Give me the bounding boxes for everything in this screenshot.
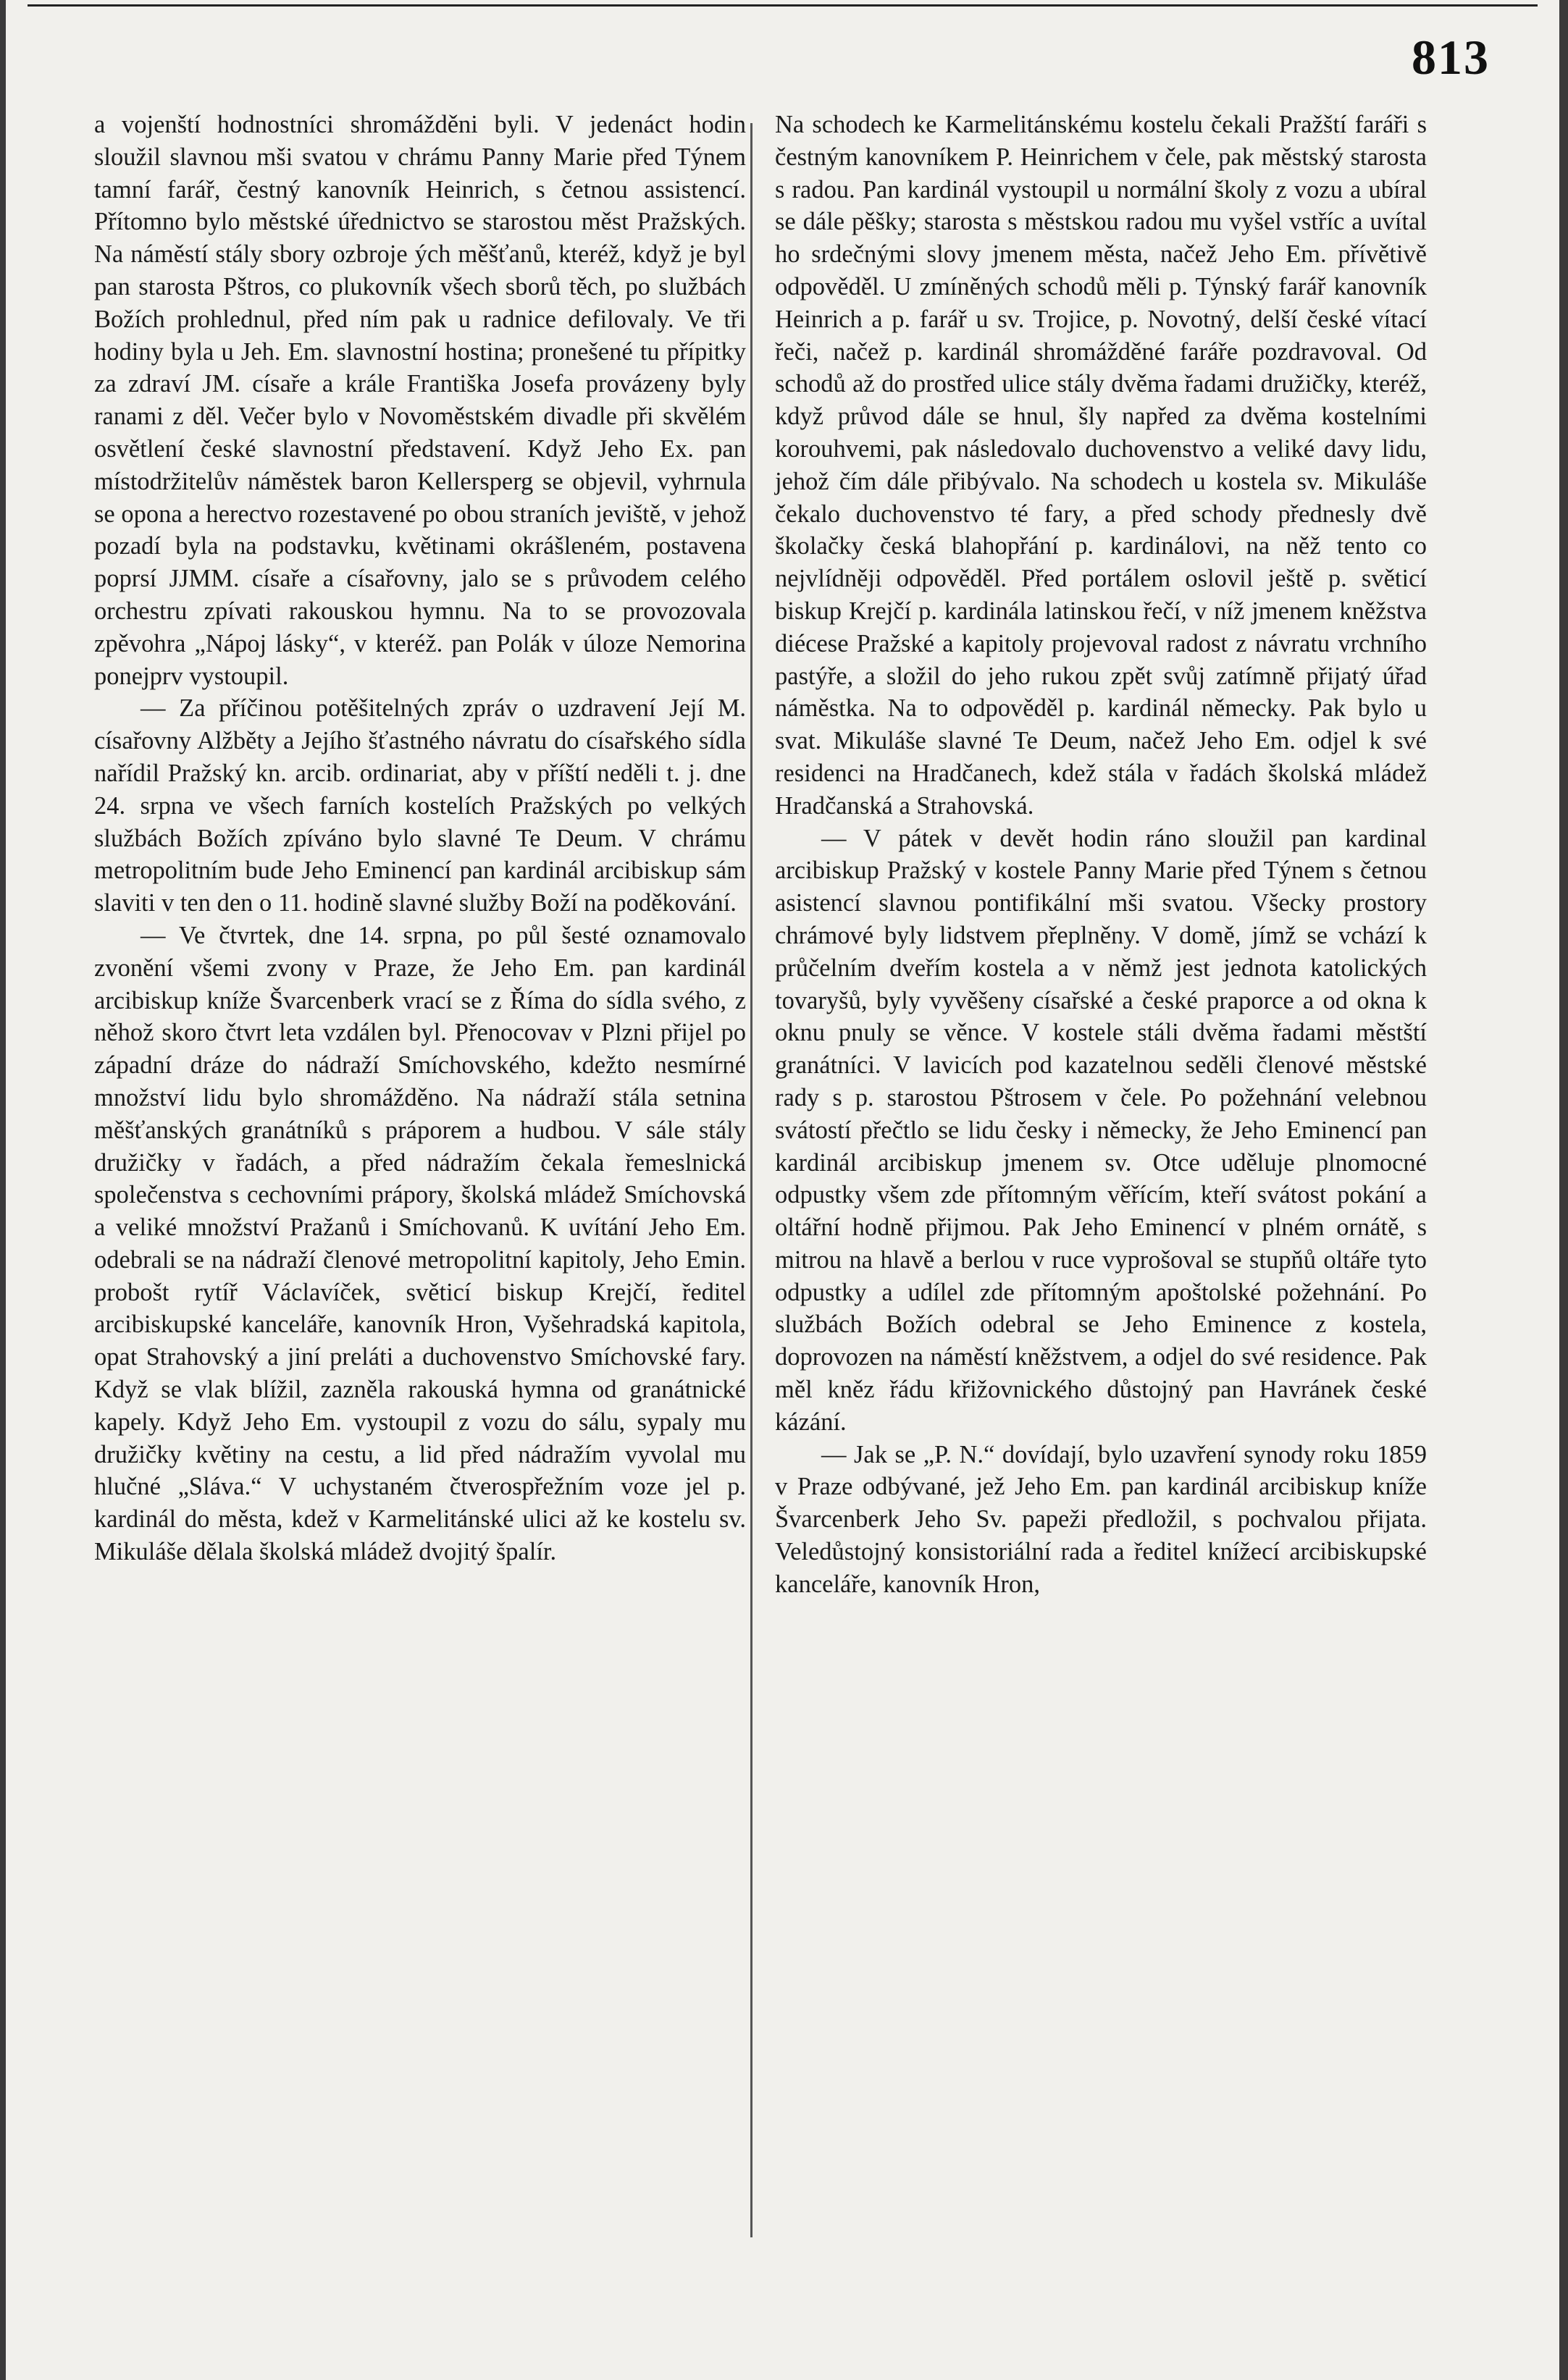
page-number: 813 [1412, 30, 1490, 85]
column-divider [750, 123, 752, 2237]
right-paragraph-2: — V pátek v devět hodin ráno sloužil pan kardinal arcibiskup Pražský v kostele Panny Marie před Týnem s četnou asistencí slavnou pontifikální mši svatou. Všecky prostory chrámové byly lidstvem přeplněny. V domě, jímž se vchází k průčelním dveřím kostela a v němž jest jednota katolických tovaryšů, byly vyvěšeny císařské a české praporce a od okna k oknu pnuly se věnce. V kostele stáli dvěma řadami městští granátníci. V lavicích pod kazatelnou seděli členové městské rady s p. starostou Pštrosem v čele. Po požehnání velebnou svátostí přečtlo se lidu česky i německy, že Jeho Eminencí pan kardinál arcibiskup jmenem sv. Otce uděluje plnomocné odpustky všem zde přítomným věřícím, kteří svátost pokání a oltářní hodně přijmou. Pak Jeho Eminencí v plném ornátě, s mitrou na hlavě a berlou v ruce vyprošoval se stupňů oltáře tyto odpustky a udílel zde přítomným apoštolské požehnání. Po službách Božích odebral se Jeho Eminence z kostela, doprovozen na náměstí kněžstvem, a odjel do své residence. Pak měl kněz řádu křižovnického důstojný pan Havránek české kázání. [775, 824, 1427, 1436]
top-rule [28, 4, 1538, 7]
right-column [775, 109, 1427, 1601]
newspaper-page [6, 0, 1559, 2380]
right-paragraph-3: — Jak se „P. N.“ dovídají, bylo uzavření synody roku 1859 v Praze odbývané, jež Jeho Em. pan kardinál arcibiskup kníže Švarcenberk Jeho Sv. papeži předložil, s pochvalou přijata. Veledůstojný konsistoriální rada a ředitel knížecí arcibiskupské kanceláře, kanovník Hron, [775, 1440, 1427, 1598]
left-paragraph-1: a vojenští hodnostníci shromážděni byli. V jedenáct hodin sloužil slavnou mši svatou v chrámu Panny Marie před Týnem tamní farář, čestný kanovník Heinrich, s četnou assistencí. Přítomno bylo městské úřednictvo se starostou měst Pražských. Na náměstí stály sbory ozbroje ých měšťanů, kteréž, když je byl pan starosta Pštros, co plukovník všech sborů těch, po službách Božích prohlednul, před ním pak u radnice defilovaly. Ve tři hodiny byla u Jeh. Em. slavnostní hostina; pronešené tu přípitky za zdraví JM. císaře a krále Františka Josefa provázeny byly ranami z děl. Večer bylo v Novoměstském divadle při skvělém osvětlení české slavnostní představení. Když Jeho Ex. pan místodržitelův náměstek baron Kellersperg se objevil, vyhrnula se opona a herectvo rozestavené po obou straních jeviště, v jehož pozadí byla na podstavku, květinami okrášleném, postavena poprsí JJMM. císaře a císařovny, jalo se s průvodem celého orchestru zpívati rakouskou hymnu. Na to se provozovala zpěvohra „Nápoj lásky“, v kteréž. pan Polák v úloze Nemorina ponejprv vystoupil. [94, 111, 746, 690]
left-paragraph-2: — Za příčinou potěšitelných zpráv o uzdravení Její M. císařovny Alžběty a Jejího šťastného návratu do císařského sídla nařídil Pražský kn. arcib. ordinariat, aby v příští neděli t. j. dne 24. srpna ve všech farních kostelích Pražských po velkých službách Božích zpíváno bylo slavné Te Deum. V chrámu metropolitním bude Jeho Eminencí pan kardinál arcibiskup sám slaviti v ten den o 11. hodině slavné služby Boží na poděkování. [94, 694, 746, 917]
right-paragraph-1: Na schodech ke Karmelitánskému kostelu čekali Pražští faráři s čestným kanovníkem P. Heinrichem v čele, pak městský starosta s radou. Pan kardinál vystoupil u normální školy z vozu a ubíral se dále pěšky; starosta s městskou radou mu vyšel vstříc a uvítal ho srdečnými slovy jmenem města, načež Jeho Em. přívětivě odpověděl. U zmíněných schodů měli p. Týnský farář kanovník Heinrich a p. farář u sv. Trojice, p. Novotný, delší české vítací řeči, načež p. kardinál shromážděné faráře pozdravoval. Od schodů až do prostřed ulice stály dvěma řadami družičky, kteréž, když průvod dále se hnul, šly napřed za dvěma kostelními korouhvemi, pak následovalo duchovenstvo a veliké davy lidu, jehož čím dále přibývalo. Na schodech u kostela sv. Mikuláše čekalo duchovenstvo té fary, a před schody přednesly dvě školačky česká blahopřání p. kardinálovi, na něž tento co nejvlídněji odpověděl. Před portálem oslovil ještě p. světicí biskup Krejčí p. kardinála latinskou řečí, v níž jmenem kněžstva diécese Pražské a kapitoly projevoval radost z návratu vrchního pastýře, a složil do jeho rukou zpět svůj zatímně přijatý úřad náměstka. Na to odpověděl p. kardinál německy. Pak bylo u svat. Mikuláše slavné Te Deum, načež Jeho Em. odjel k své residenci na Hradčanech, kdež stála v řadách školská mládež Hradčanská a Strahovská. [775, 111, 1427, 820]
left-column [94, 109, 746, 1568]
left-paragraph-3: — Ve čtvrtek, dne 14. srpna, po půl šesté oznamovalo zvonění všemi zvony v Praze, že Jeho Em. pan kardinál arcibiskup kníže Švarcenberk vrací se z Říma do sídla svého, z něhož skoro čtvrt leta vzdálen byl. Přenocovav v Plzni přijel po západní dráze do nádraží Smíchovského, kdežto nesmírné množství lidu bylo shromážděno. Na nádraží stála setnina měšťanských granátníků s práporem a hudbou. V sále stály družičky v řadách, a před nádražím čekala řemeslnická společenstva s cechovními prápory, školská mládež Smíchovská a veliké množství Pražanů i Smíchovanů. K uvítání Jeho Em. odebrali se na nádraží členové metropolitní kapitoly, Jeho Emin. probošt rytíř Václavíček, světicí biskup Krejčí, ředitel arcibiskupské kanceláře, kanovník Hron, Vyšehradská kapitola, opat Strahovský a jiní preláti a duchovenstvo Smíchovské fary. Když se vlak blížil, zazněla rakouská hymna od granátnické kapely. Když Jeho Em. vystoupil z vozu do sálu, sypaly mu družičky květiny na cestu, a lid před nádražím vyvolal mu hlučné „Sláva.“ V uchystaném čtverospřežním voze jel p. kardinál do města, kdež v Karmelitánské ulici až ke kostelu sv. Mikuláše dělala školská mládež dvojitý špalír. [94, 921, 746, 1566]
